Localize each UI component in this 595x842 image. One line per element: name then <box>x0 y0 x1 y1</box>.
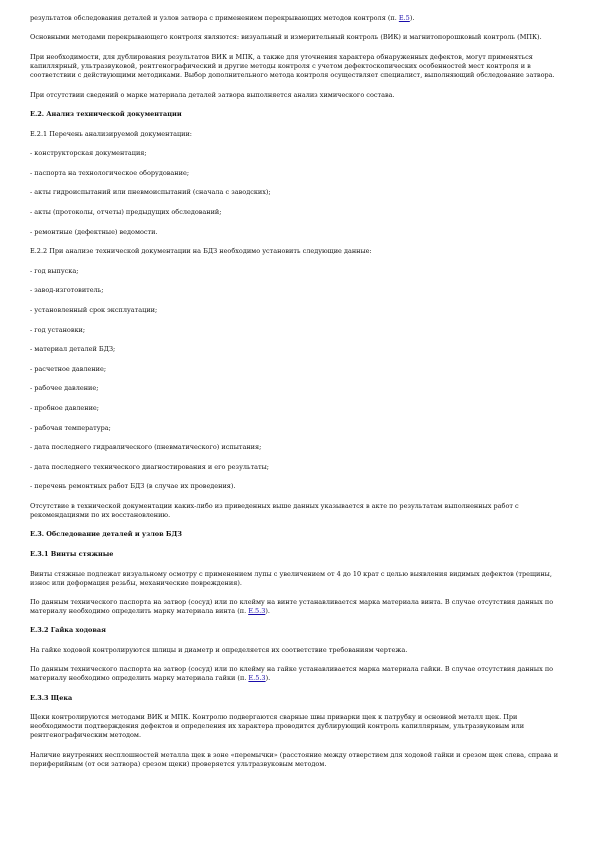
paragraph-screws-material-end: ). <box>265 606 270 615</box>
paragraph-nut-material-text: По данным технического паспорта на затвор (сосуд) или по клейму на гайке устанавливается марка материала гайки. В случае отсутствия данных по материалу необходимо определить марку материала гайки (п. <box>30 665 554 683</box>
paragraph-cheek-inspection: Щеки контролируются методами ВИК и МПК. Контролю подвергаются сварные швы приварки щек к патрубку и основной металл щек. При необходимости подтверждения дефектов и определения их характера проводится дублирующий контроль капиллярным, ультразвуковым или рентгенографическим методом. <box>30 713 525 740</box>
intro-line-end: ). <box>409 14 415 22</box>
list-item: - паспорта на технологическое оборудование; <box>30 168 190 177</box>
list-item: - дата последнего гидравлического (пневматического) испытания; <box>30 443 262 452</box>
subsection-title-e22: Е.2.2 При анализе технической документации на БДЗ необходимо установить следующие данные: <box>30 247 372 256</box>
paragraph-main-methods: Основными методами перекрывающего контроля являются: визуальный и измерительный контроль (ВИК) и магнитопорошковый контроль (МПК). <box>30 33 542 42</box>
subsection-title-e31: Е.3.1 Винты стяжные <box>30 549 114 558</box>
ref-link-e53-screw[interactable]: Е.5.3 <box>248 606 266 615</box>
paragraph-missing-data: Отсутствие в технической документации каких-либо из приведенных выше данных указывается в акте по результатам выполненных работ с рекомендациями по их восстановлению. <box>30 501 519 519</box>
list-item: - рабочее давление; <box>30 384 99 393</box>
list-item: - расчетное давление; <box>30 364 107 373</box>
list-item: - рабочая температура; <box>30 423 111 432</box>
subsection-title-e32: Е.3.2 Гайка ходовая <box>30 626 106 635</box>
list-item: - установленный срок эксплуатации; <box>30 306 158 314</box>
subsection-title-e33: Е.3.3 Щека <box>30 693 73 702</box>
paragraph-nut-inspection: На гайке ходовой контролируются шлицы и диаметр и определяется их соответствие требованиям чертежа. <box>30 645 408 654</box>
list-item: - конструкторская документация; <box>30 149 147 158</box>
list-item: - год выпуска; <box>30 266 79 275</box>
intro-line <box>30 14 565 23</box>
paragraph-cheek-ultrasonic: Наличие внутренних несплошностей металла щек в зоне «перемычки» (расстояние между отверстием для ходовой гайки и срезом щек слева, справа и периферийным (от оси затвора) срезом щеки) проверяется ультразвуковым методом. <box>30 750 559 768</box>
intro-line-text: результатов обследования деталей и узлов затвора с применением перекрывающих методов контроля (п. <box>30 14 399 22</box>
ref-link-e53-nut[interactable]: Е.5.3 <box>248 674 266 683</box>
paragraph-chemical-analysis: При отсутствии сведений о марке материала деталей затвора выполняется анализ химического состава. <box>30 90 395 99</box>
paragraph-nut-material-end: ). <box>265 674 271 683</box>
list-item: - акты гидроиспытаний или пневмоиспытаний (сначала с заводских); <box>30 188 271 197</box>
ref-link-e5[interactable]: Е.5 <box>398 14 410 22</box>
section-heading-e3: Е.3. Обследование деталей и узлов БДЗ <box>30 530 182 539</box>
paragraph-nut-material <box>30 665 565 683</box>
list-item: - акты (протоколы, отчеты) предыдущих обследований; <box>30 208 222 217</box>
paragraph-screws-material <box>30 598 565 616</box>
list-item: - год установки; <box>30 325 86 334</box>
list-item: - перечень ремонтных работ БДЗ (в случае их проведения). <box>30 482 236 491</box>
list-item: - пробное давление; <box>30 403 99 412</box>
list-item: - завод-изготовитель; <box>30 286 104 295</box>
subsection-title-e21: Е.2.1 Перечень анализируемой документации: <box>30 129 192 138</box>
document-body <box>30 14 565 779</box>
list-item: - материал деталей БДЗ; <box>30 345 116 354</box>
paragraph-screws-inspection: Винты стяжные подлежат визуальному осмотру с применением лупы с увеличением от 4 до 10 крат с целью выявления видимых дефектов (трещины, износ или деформация резьбы, механические повреждения). <box>30 569 552 587</box>
paragraph-additional-methods: При необходимости, для дублирования результатов ВИК и МПК, а также для уточнения характера обнаруженных дефектов, могут применяться капиллярный, ультразвуковой, рентгенографический и другие методы контроля с учетом дефектоскопических особенностей мест контроля и в соответствии с действующими методиками. Выбор дополнительного метода контроля осуществляет специалист, выполняющий обследование затвора. <box>30 52 555 79</box>
list-item: - ремонтные (дефектные) ведомости. <box>30 227 158 236</box>
list-item: - дата последнего технического диагностирования и его результаты; <box>30 462 269 471</box>
paragraph-screws-material-text: По данным технического паспорта на затвор (сосуд) или по клейму на винте устанавливается марка материала винта. В случае отсутствия данных по материалу необходимо определить марку материала винта (п. <box>30 597 554 615</box>
section-heading-e2: Е.2. Анализ технической документации <box>30 110 182 119</box>
